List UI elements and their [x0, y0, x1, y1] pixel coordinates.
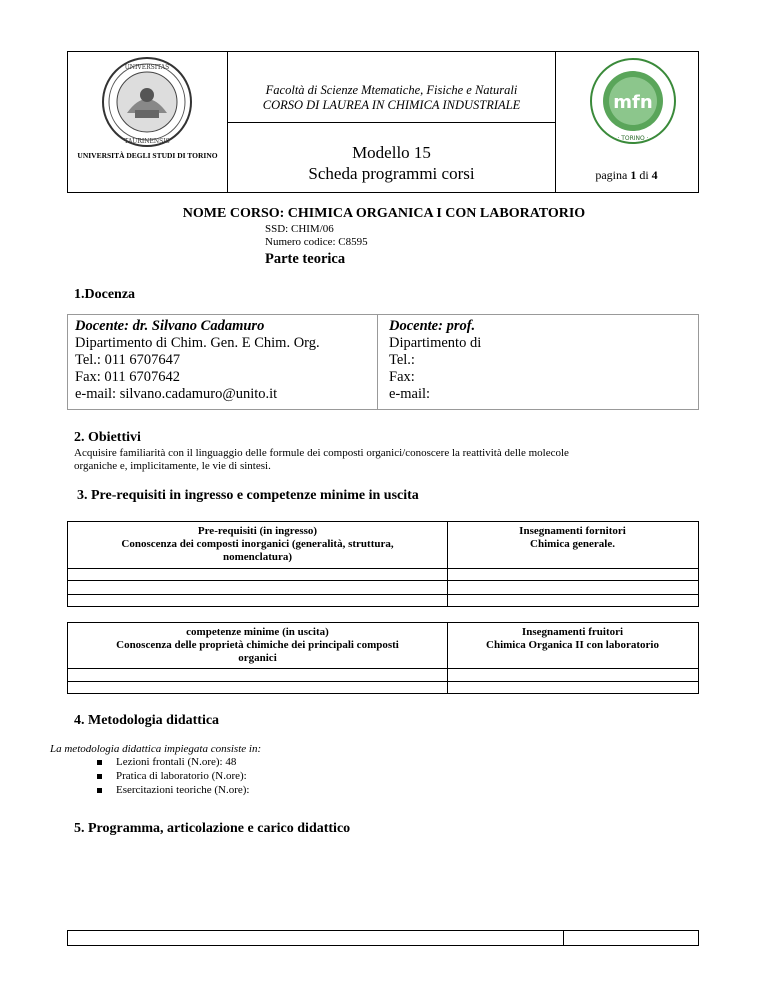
docente-right-email: e-mail: — [389, 386, 431, 402]
competences-header: competenze minime (in uscita) Conoscenza delle proprietà chimiche dei principali composti organici — [116, 626, 399, 664]
course-part: Parte teorica — [265, 251, 346, 267]
university-seal-icon — [100, 55, 194, 149]
users-header: Insegnamenti fruitori Chimica Organica II con laboratorio — [486, 626, 659, 651]
providers-header: Insegnamenti fornitori Chimica generale. — [519, 525, 626, 550]
university-name: UNIVERSITÀ DEGLI STUDI DI TORINO — [77, 151, 218, 160]
course-code: Numero codice: C8595 — [265, 236, 368, 248]
section3-title: 3. Pre-requisiti in ingresso e competenze minime in uscita — [77, 488, 419, 503]
list-item: Lezioni frontali (N.ore): 48 — [97, 756, 236, 768]
course-title — [0, 206, 768, 222]
header-divider — [228, 122, 555, 123]
docente-left-name: Docente: dr. Silvano Cadamuro — [75, 318, 265, 334]
objectives-line2: organiche e, implicitamente, le vie di sintesi. — [74, 460, 271, 472]
course-name-label: NOME CORSO: — [182, 206, 285, 221]
competences-table — [67, 622, 699, 694]
mfn-logo-icon — [588, 56, 678, 146]
list-item: Pratica di laboratorio (N.ore): — [97, 770, 247, 782]
docenza-table — [67, 314, 699, 410]
course-name: CHIMICA ORGANICA I CON LABORATORIO — [287, 206, 586, 221]
faculty-name: Facoltà di Scienze Mtematiche, Fisiche e Naturali — [265, 83, 518, 97]
svg-text:mfn: mfn — [613, 92, 653, 113]
section1-title: 1.Docenza — [74, 287, 136, 302]
docente-left-fax: Fax: 011 6707642 — [75, 369, 180, 385]
docente-left-email: e-mail: silvano.cadamuro@unito.it — [75, 386, 278, 402]
footer-table — [67, 930, 699, 946]
section5-title: 5. Programma, articolazione e carico didattico — [74, 821, 351, 836]
model-number: Modello 15 — [352, 143, 431, 162]
objectives-line1: Acquisire familiarità con il linguaggio delle formule dei composti organici/conoscere la reattività delle molecole — [74, 447, 569, 459]
docente-right-fax: Fax: — [389, 369, 415, 385]
course-ssd: SSD: CHIM/06 — [265, 223, 334, 235]
page-prefix: pagina — [595, 168, 628, 182]
docente-right-name: Docente: prof. — [389, 318, 476, 334]
list-item: Esercitazioni teoriche (N.ore): — [97, 784, 249, 796]
svg-text:· TORINO ·: · TORINO · — [617, 135, 649, 142]
degree-course: CORSO DI LAUREA IN CHIMICA INDUSTRIALE — [262, 98, 521, 112]
docente-left-dept: Dipartimento di Chim. Gen. E Chim. Org. — [75, 335, 320, 351]
page-total: 4 — [651, 168, 658, 182]
page-indicator — [555, 168, 698, 183]
methodology-intro: La metodologia didattica impiegata consiste in: — [50, 743, 262, 755]
docente-right-tel: Tel.: — [389, 352, 415, 368]
svg-text:UNIVERSITAS: UNIVERSITAS — [124, 64, 170, 71]
section2-title: 2. Obiettivi — [74, 430, 141, 445]
page-current: 1 — [630, 168, 637, 182]
prereq-header: Pre-requisiti (in ingresso) Conoscenza dei composti inorganici (generalità, struttura, nomenclatura) — [121, 525, 394, 563]
header-table — [67, 51, 699, 193]
page-of: di — [639, 168, 649, 182]
svg-text:TAURINENSIS: TAURINENSIS — [124, 138, 170, 145]
header-left-cell — [68, 52, 228, 192]
prerequisites-table — [67, 521, 699, 607]
docente-right-dept: Dipartimento di — [389, 335, 482, 351]
sheet-title: Scheda programmi corsi — [308, 164, 475, 183]
docente-left-tel: Tel.: 011 6707647 — [75, 352, 181, 368]
section4-title: 4. Metodologia didattica — [74, 713, 220, 728]
